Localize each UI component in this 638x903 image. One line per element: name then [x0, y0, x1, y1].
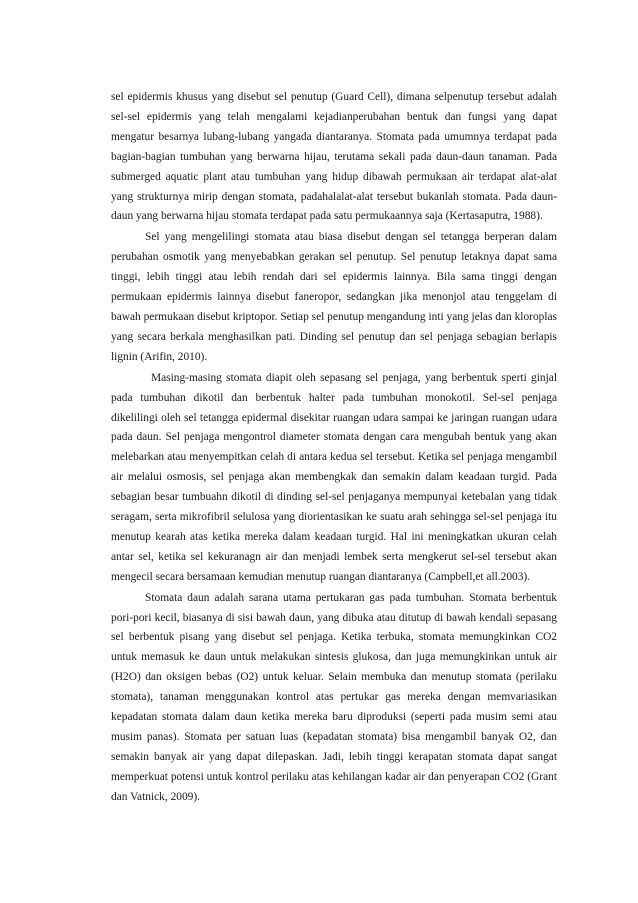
- body-text: [111, 88, 557, 809]
- paragraph-3: Masing-masing stomata diapit oleh sepasang sel penjaga, yang berbentuk sperti ginjal pada tumbuhan dikotil dan berbentuk halter pada tumbuhan monokotil. Sel-sel penjaga dikelilingi oleh sel tetangga epidermal disekitar ruangan udara sampai ke jaringan ruangan udara pada daun. Sel penjaga mengontrol diameter stomata dengan cara mengubah bentuk yang akan melebarkan atau menyempitkan celah di antara kedua sel tersebut. Ketika sel penjaga mengambil air melalui osmosis, sel penjaga akan membengkak dan semakin dalam keadaan turgid. Pada sebagian besar tumbuahn dikotil di dinding sel-sel penjaganya mempunyai ketebalan yang tidak seragam, serta mikrofibril selulosa yang diorientasikan ke suatu arah sehingga sel-sel penjaga itu menutup kearah atas ketika mereka dalam keadaan turgid. Hal ini meningkatkan ukuran celah antar sel, ketika sel kekuranagn air dan menjadi lembek serta mengkerut sel-sel tersebut akan mengecil secara bersamaan kemudian menutup ruangan diantaranya (Campbell,et all.2003).: [111, 371, 557, 583]
- paragraph-2: Sel yang mengelilingi stomata atau biasa disebut dengan sel tetangga berperan dalam perubahan osmotik yang menyebabkan gerakan sel penutup. Sel penutup letaknya dapat sama tinggi, lebih tinggi atau lebih rendah dari sel epidermis lainnya. Bila sama tinggi dengan permukaan epidermis lainnya disebut faneropor, sedangkan jika menonjol atau tenggelam di bawah permukaan disebut kriptopor. Setiap sel penutup mengandung inti yang jelas dan kloroplas yang secara berkala menghasilkan pati. Dinding sel penutup dan sel penjaga sebagian berlapis lignin (Arifin, 2010).: [111, 231, 557, 363]
- paragraph-1: sel epidermis khusus yang disebut sel penutup (Guard Cell), dimana selpenutup tersebut adalah sel-sel epidermis yang telah mengalami kejadianperubahan bentuk dan fungsi yang dapat mengatur besarnya lubang-lubang yangada diantaranya. Stomata pada umumnya terdapat pada bagian-bagian tumbuhan yang berwarna hijau, terutama sekali pada daun-daun tanaman. Pada submerged aquatic plant atau tumbuhan yang hidup dibawah permukaan air terdapat alat-alat yang strukturnya mirip dengan stomata, padahalalat-alat tersebut bukanlah stomata. Pada daun-daun yang berwarna hijau stomata terdapat pada satu permukaannya saja (Kertasaputra, 1988).: [111, 91, 557, 223]
- paragraph-4: Stomata daun adalah sarana utama pertukaran gas pada tumbuhan. Stomata berbentuk pori-pori kecil, biasanya di sisi bawah daun, yang dibuka atau ditutup di bawah kendali sepasang sel berbentuk pisang yang disebut sel penjaga. Ketika terbuka, stomata memungkinkan CO2 untuk memasuk ke daun untuk melakukan sintesis glukosa, dan juga memungkinkan untuk air (H2O) dan oksigen bebas (O2) untuk keluar. Selain membuka dan menutup stomata (perilaku stomata), tanaman menggunakan kontrol atas pertukar gas mereka dengan memvariasikan kepadatan stomata dalam daun ketika mereka baru diproduksi (seperti pada musim semi atau musim panas). Stomata per satuan luas (kepadatan stomata) bisa mengambil banyak O2, dan semakin banyak air yang dapat dilepaskan. Jadi, lebih tinggi kerapatan stomata dapat sangat memperkuat potensi untuk kontrol perilaku atas kehilangan kadar air dan penyerapan CO2 (Grant dan Vatnick, 2009).: [111, 591, 557, 803]
